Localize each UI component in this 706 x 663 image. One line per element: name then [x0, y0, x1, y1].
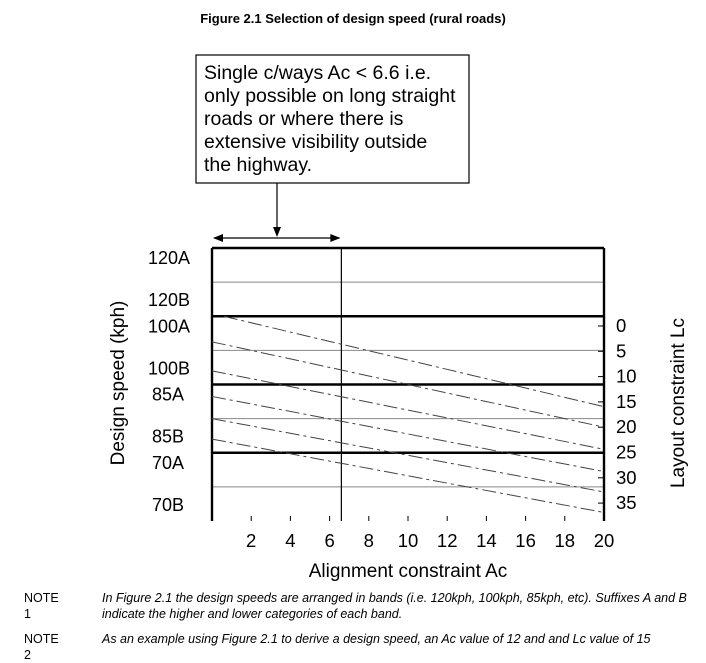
x-tick-label: 2	[246, 530, 257, 551]
band-label: 100B	[148, 358, 191, 379]
band-label: 70A	[152, 452, 185, 473]
lc-tick-label: 0	[616, 315, 627, 336]
x-tick-label: 12	[436, 530, 458, 551]
range-arrow-right-head	[330, 234, 340, 242]
band-label: 100A	[148, 316, 191, 337]
band-label: 70B	[152, 494, 185, 515]
callout-line: roads or where there is	[204, 108, 404, 130]
y-axis-label: Design speed (kph)	[108, 300, 129, 466]
x-tick-label: 20	[593, 530, 615, 551]
x-tick-label: 18	[554, 530, 576, 551]
x-tick-label: 8	[363, 530, 374, 551]
callout-line: extensive visibility outside	[204, 131, 428, 153]
lc-tick-label: 30	[616, 466, 637, 488]
lc-tick-label: 25	[616, 441, 637, 463]
figure-title: Figure 2.1 Selection of design speed (rural roads)	[200, 11, 506, 26]
callout-pointer-head	[273, 227, 281, 237]
note-text: As an example using Figure 2.1 to derive a design speed, an Ac value of 12 and and Lc value of 15	[102, 632, 651, 646]
band-label: 85B	[152, 426, 185, 447]
band-label: 120A	[148, 248, 191, 269]
x-tick-label: 6	[324, 530, 335, 551]
lc-tick-label: 5	[616, 340, 627, 362]
callout-line: the highway.	[204, 154, 313, 176]
x-axis-label: Alignment constraint Ac	[308, 561, 508, 582]
lc-tick-label: 15	[616, 390, 637, 412]
callout-line: Single c/ways Ac < 6.6 i.e.	[204, 62, 432, 84]
note-label: NOTE 1	[24, 591, 59, 621]
callout-box	[196, 55, 469, 183]
range-arrow-left-head	[213, 234, 223, 242]
x-tick-label: 14	[476, 530, 497, 551]
lc-tick-label: 20	[616, 416, 637, 438]
note-text: In Figure 2.1 the design speeds are arranged in bands (i.e. 120kph, 100kph, 85kph, etc). Suffixes A and B indicate the higher and lower categories of each band.	[102, 591, 687, 621]
lc-tick-label: 10	[616, 365, 637, 387]
y2-axis-label: Layout constraint Lc	[668, 317, 689, 489]
x-tick-label: 4	[285, 530, 296, 551]
x-tick-label: 10	[397, 530, 419, 551]
note-label: NOTE 2	[24, 632, 59, 662]
band-label: 85A	[152, 384, 185, 405]
lc-tick-label: 35	[616, 492, 637, 514]
band-label: 120B	[148, 290, 191, 311]
plot-area	[148, 183, 637, 551]
callout-line: only possible on long straight	[204, 85, 456, 107]
x-tick-label: 16	[515, 530, 536, 551]
